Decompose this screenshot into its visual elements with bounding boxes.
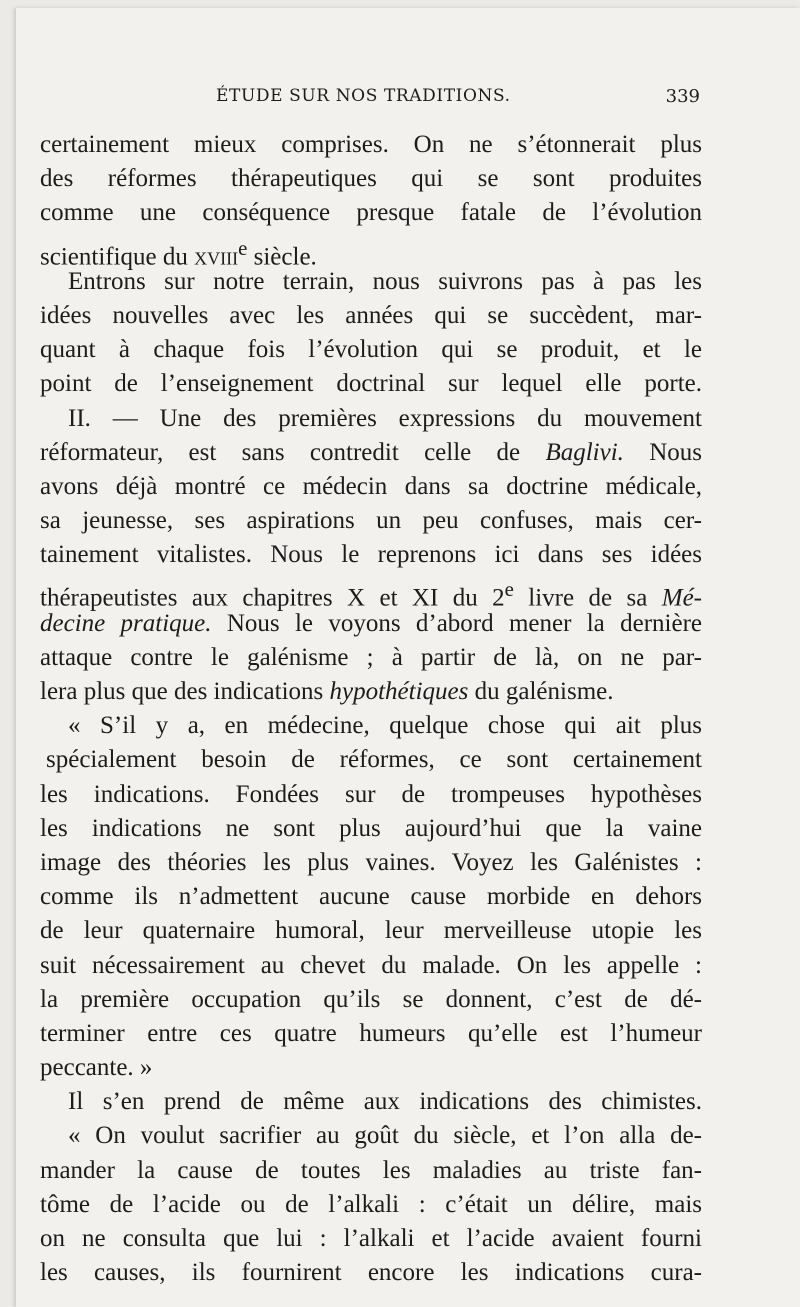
text-line: terminer entre ces quatre humeurs qu’elle est l’humeur: [40, 1019, 702, 1047]
text-line: point de l’enseignement doctrinal sur lequel elle porte.: [40, 370, 702, 398]
page-number: 339: [665, 86, 700, 107]
text-line: attaque contre le galénisme ; à partir de là, on ne par-: [40, 643, 702, 671]
text-run: réformateur, est sans contredit celle de: [40, 438, 546, 466]
text-run: Nous: [623, 438, 702, 466]
text-line: avons déjà montré ce médecin dans sa doctrine médicale,: [40, 472, 702, 500]
body-text: [40, 128, 702, 1290]
italic-name: Baglivi.: [545, 438, 624, 466]
text-line: mander la cause de toutes les maladies au triste fan-: [40, 1156, 702, 1184]
text-line: [40, 607, 702, 641]
roman-numeral: xviii: [194, 242, 239, 270]
text-line: [40, 675, 702, 709]
text-line: la première occupation qu’ils se donnent, c’est de dé-: [40, 985, 702, 1013]
text-line: Il s’en prend de même aux indications des chimistes.: [68, 1088, 702, 1116]
italic-title: Mé-: [661, 584, 702, 612]
text-line: comme ils n’admettent aucune cause morbide en dehors: [40, 883, 702, 911]
page-header: [40, 86, 700, 116]
text-line: tainement vitalistes. Nous le reprenons ici dans ses idées: [40, 541, 702, 569]
text-line: idées nouvelles avec les années qui se succèdent, mar-: [40, 301, 702, 329]
text-line: certainement mieux comprises. On ne s’étonnerait plus: [40, 131, 702, 158]
text-line: tôme de l’acide ou de l’alkali : c’était un délire, mais: [40, 1190, 702, 1218]
superscript: e: [504, 577, 514, 602]
text-line: II. — Une des premières expressions du mouvement: [68, 404, 702, 432]
superscript: e: [238, 235, 248, 260]
text-line: spécialement besoin de réformes, ce sont certainement: [46, 746, 702, 774]
text-line: de leur quaternaire humoral, leur merveilleuse utopie les: [40, 917, 702, 945]
text-run: Nous le voyons d’abord mener la dernière: [211, 609, 702, 637]
text-line: [40, 572, 702, 612]
text-line: [40, 231, 702, 270]
text-line: comme une conséquence presque fatale de l’évolution: [40, 199, 702, 227]
text-line: on ne consulta que lui : l’alkali et l’acide avaient fourni: [40, 1225, 702, 1252]
text-line: les causes, ils fournirent encore les indications cura-: [40, 1259, 702, 1287]
text-line: suit nécessairement au chevet du malade. On les appelle :: [40, 951, 702, 979]
text-run: livre de sa: [513, 584, 662, 612]
text-line: [40, 436, 702, 470]
book-page: [16, 8, 800, 1307]
italic-word: hypothétiques: [329, 678, 469, 705]
text-line: « On voulut sacrifier au goût du siècle, et l’on alla de-: [68, 1122, 702, 1150]
running-title: ÉTUDE SUR NOS TRADITIONS.: [216, 86, 511, 106]
text-line: quant à chaque fois l’évolution qui se produit, et le: [40, 336, 702, 364]
text-line: « S’il y a, en médecine, quelque chose qui ait plus: [68, 712, 702, 740]
text-run: du galénisme.: [468, 678, 614, 705]
text-line: peccante. »: [40, 1054, 153, 1082]
text-line: des réformes thérapeutiques qui se sont produites: [40, 165, 702, 193]
text-run: thérapeutistes aux chapitres X et XI du 2: [40, 584, 505, 612]
italic-title: decine pratique.: [40, 609, 212, 637]
text-line: les indications. Fondées sur de trompeuses hypothèses: [40, 780, 702, 808]
text-run: scientifique du: [40, 242, 195, 270]
text-line: sa jeunesse, ses aspirations un peu confuses, mais cer-: [40, 507, 702, 535]
text-line: image des théories les plus vaines. Voyez les Galénistes :: [40, 848, 702, 876]
text-line: les indications ne sont plus aujourd’hui que la vaine: [40, 814, 702, 842]
text-run: lera plus que des indications: [40, 678, 330, 705]
text-run: siècle.: [247, 242, 317, 270]
text-line: Entrons sur notre terrain, nous suivrons pas à pas les: [68, 267, 702, 295]
